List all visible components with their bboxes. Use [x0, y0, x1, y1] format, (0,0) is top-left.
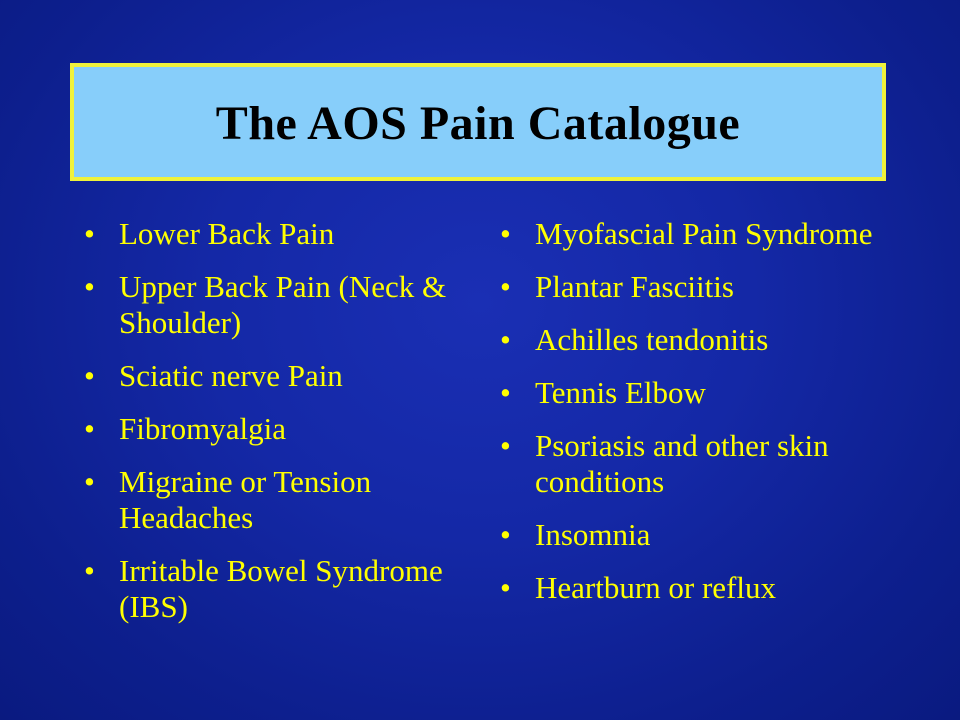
bullet-icon: •	[500, 269, 511, 304]
list-item	[500, 216, 920, 252]
list-item	[84, 464, 474, 536]
bullet-icon: •	[84, 553, 95, 588]
list-item-text: Lower Back Pain	[119, 216, 335, 251]
bullet-icon: •	[500, 216, 511, 251]
bullet-icon: •	[84, 411, 95, 446]
list-item	[84, 411, 474, 447]
list-item	[84, 358, 474, 394]
list-item-text: Upper Back Pain (Neck & Shoulder)	[119, 269, 447, 340]
list-item-text: Myofascial Pain Syndrome	[535, 216, 873, 251]
list-item-text: Irritable Bowel Syndrome (IBS)	[119, 553, 443, 624]
bullet-icon: •	[84, 269, 95, 304]
list-item-text: Insomnia	[535, 517, 651, 552]
bullet-icon: •	[84, 216, 95, 251]
list-item-text: Psoriasis and other skin conditions	[535, 428, 829, 499]
bullet-icon: •	[500, 322, 511, 357]
list-item-text: Sciatic nerve Pain	[119, 358, 343, 393]
list-item-text: Achilles tendonitis	[535, 322, 769, 357]
list-item-text: Tennis Elbow	[535, 375, 706, 410]
title-box	[70, 63, 886, 181]
list-item-text: Fibromyalgia	[119, 411, 287, 446]
list-item	[500, 375, 920, 411]
bullet-icon: •	[500, 375, 511, 410]
right-bullet-list	[500, 216, 920, 623]
bullet-icon: •	[500, 570, 511, 605]
bullet-icon: •	[84, 464, 95, 499]
list-item	[84, 269, 474, 341]
list-item	[500, 322, 920, 358]
slide-title: The AOS Pain Catalogue	[215, 96, 741, 150]
list-item	[84, 216, 474, 252]
bullet-icon: •	[84, 358, 95, 393]
bullet-icon: •	[500, 517, 511, 552]
list-item	[500, 517, 920, 553]
list-item-text: Migraine or Tension Headaches	[119, 464, 372, 535]
list-item	[500, 428, 920, 500]
left-bullet-list	[84, 216, 474, 642]
list-item	[500, 269, 920, 305]
bullet-icon: •	[500, 428, 511, 463]
list-item	[500, 570, 920, 606]
list-item-text: Heartburn or reflux	[535, 570, 777, 605]
list-item	[84, 553, 474, 625]
list-item-text: Plantar Fasciitis	[535, 269, 734, 304]
